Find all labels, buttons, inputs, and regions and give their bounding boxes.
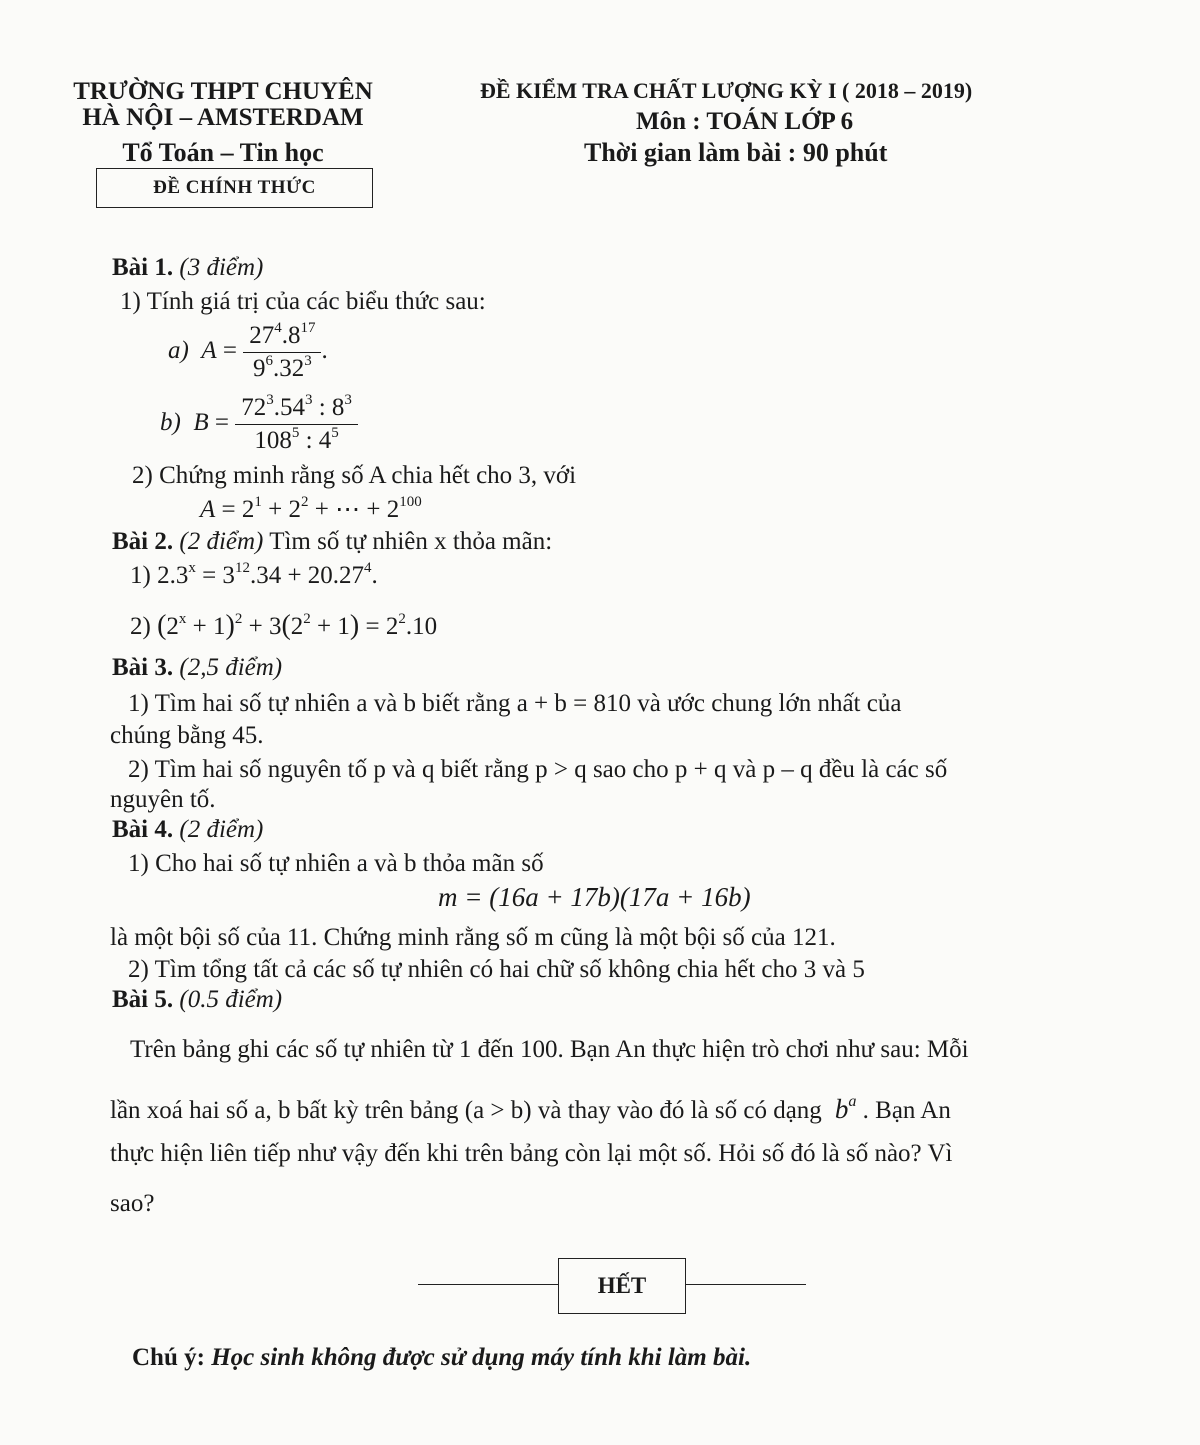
label-b: b) (160, 409, 181, 437)
official-exam-box: ĐỀ CHÍNH THỨC (96, 168, 373, 208)
bai5-line2-tail: . Bạn An (862, 1097, 951, 1124)
bai3-q2-line2: nguyên tố. (110, 786, 216, 813)
bai1-points: (3 điểm) (179, 254, 264, 281)
bai5-points: (0.5 điểm) (179, 986, 283, 1013)
department: Tổ Toán – Tin học (122, 138, 324, 167)
bai3-points: (2,5 điểm) (179, 654, 283, 681)
fraction-a: $\frac{27^4.8^{17}}{9^6.32^3}$ (243, 322, 321, 383)
bai3-q1-line2: chúng bằng 45. (110, 722, 264, 749)
bai1-expression-a: a) A = $\frac{27^4.8^{17}}{9^6.32^3}$ . (168, 319, 328, 382)
footer-note (132, 1344, 751, 1372)
bai2-equation1: 1) $2.3^x = 3^{12}.34 + 20.27^4$. (130, 559, 378, 589)
bai5-title: Bài 5. (112, 986, 174, 1013)
school-name-line1: TRƯỜNG THPT CHUYÊN (73, 78, 373, 105)
bai5-line1: Trên bảng ghi các số tự nhiên từ 1 đến 100. Bạn An thực hiện trò chơi như sau: Mỗi (130, 1036, 969, 1063)
bai4-heading (112, 816, 263, 844)
end-line-right (686, 1284, 806, 1285)
bai4-formula: m = (16a + 17b)(17a + 16b) (438, 882, 751, 912)
bai5-heading (112, 986, 282, 1014)
label-a: a) (168, 337, 189, 365)
bai2-heading (112, 528, 552, 556)
bai4-q2: 2) Tìm tổng tất cả các số tự nhiên có hai chữ số không chia hết cho 3 và 5 (128, 956, 865, 983)
end-marker-box: HẾT (558, 1258, 686, 1314)
bai4-q1: 1) Cho hai số tự nhiên a và b thỏa mãn số (128, 850, 544, 877)
bai3-title: Bài 3. (112, 654, 174, 681)
bai2-title: Bài 2. (112, 528, 174, 555)
exam-subject: Môn : TOÁN LỚP 6 (636, 108, 854, 135)
bai2-points: (2 điểm) (179, 528, 264, 555)
end-line-left (418, 1284, 558, 1285)
bai1-question1: 1) Tính giá trị của các biểu thức sau: (120, 288, 486, 315)
bai1-question2: 2) Chứng minh rằng số A chia hết cho 3, với (132, 462, 577, 489)
bai1-title: Bài 1. (112, 254, 174, 281)
bai3-q1-line1: 1) Tìm hai số tự nhiên a và b biết rằng a + b = 810 và ước chung lớn nhất của (128, 690, 902, 717)
note-label: Chú ý: (132, 1344, 205, 1371)
bai5-line2-text: lần xoá hai số a, b bất kỳ trên bảng (a > b) và thay vào đó là số có dạng (110, 1097, 822, 1124)
bai4-q1-line2: là một bội số của 11. Chứng minh rằng số m cũng là một bội số của 121. (110, 924, 836, 951)
bai3-q2-line1: 2) Tìm hai số nguyên tố p và q biết rằng p > q sao cho p + q và p – q đều là các số (128, 756, 948, 783)
bai5-line2: lần xoá hai số a, b bất kỳ trên bảng (a > b) và thay vào đó là số có dạng $b^a$ . Bạn An (110, 1091, 951, 1124)
exam-duration: Thời gian làm bài : 90 phút (584, 138, 888, 167)
bai1-formula-sum: $A = 2^1 + 2^2$ + ⋯ + $2^{100}$ (200, 493, 422, 523)
bai5-line4: sao? (110, 1190, 155, 1217)
note-text: Học sinh không được sử dụng máy tính khi làm bài. (211, 1344, 752, 1371)
bai4-points: (2 điểm) (179, 816, 264, 843)
bai2-equation2: 2) $(2^x + 1)^2 + 3(2^2 + 1) = 2^2.10$ (130, 610, 438, 641)
bai1-heading (112, 254, 263, 282)
bai5-line3: thực hiện liên tiếp như vậy đến khi trên bảng còn lại một số. Hỏi số đó là số nào? Vì (110, 1140, 953, 1167)
bai3-heading (112, 654, 282, 682)
exam-title: ĐỀ KIỂM TRA CHẤT LƯỢNG KỲ I ( 2018 – 2019) (480, 78, 973, 103)
bai2-text: Tìm số tự nhiên x thỏa mãn: (269, 528, 553, 555)
school-name-line2: HÀ NỘI – AMSTERDAM (82, 104, 364, 131)
bai4-title: Bài 4. (112, 816, 174, 843)
bai1-expression-b: b) B = $\frac{72^3.54^3 : 8^3}{108^5 : 4^5}$ (160, 394, 358, 455)
fraction-b: $\frac{72^3.54^3 : 8^3}{108^5 : 4^5}$ (235, 394, 358, 455)
